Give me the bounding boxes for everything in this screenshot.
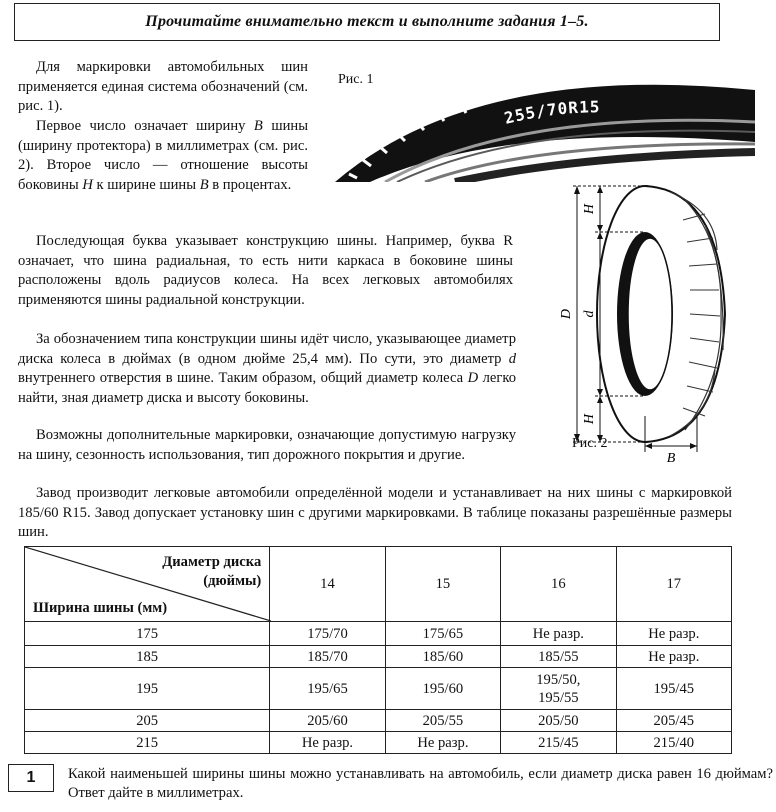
paragraph-factory: Завод производит легковые автомобили определённой модели и устанавливает на них шины с маркировкой 185/60 R15. Завод допускает установку шин с другими маркировками. В таблице показаны разрешённые размеры шин. [18, 485, 732, 541]
table-cell: 195/45 [616, 668, 731, 710]
table-row [25, 668, 732, 710]
row-header: 205 [25, 710, 270, 732]
paragraph-construction-letter: Последующая буква указывает конструкцию шины. Например, буква R означает, что шина радиальная, то есть нити каркаса в боковине шины расположены вдоль радиусов колеса. На всех легковых автомобилях применяются шины радиальной конструкции. [18, 233, 513, 308]
label-D: D [559, 308, 574, 320]
row-header: 215 [25, 732, 270, 754]
figure-2-label: Рис. 2 [572, 436, 608, 451]
tire-width-heading: Ширина шины (мм) [33, 600, 168, 616]
table-row [25, 732, 732, 754]
row-header: 175 [25, 622, 270, 646]
label-d: d [582, 310, 597, 318]
figure-1-label: Рис. 1 [338, 72, 374, 87]
table-cell: 185/60 [385, 646, 500, 668]
table-cell: 215/40 [616, 732, 731, 754]
table-cell: Не разр. [616, 622, 731, 646]
table-header-row [25, 547, 732, 622]
column-header: 17 [616, 547, 731, 622]
tire-dimensions-diagram [555, 180, 745, 465]
column-header: 16 [501, 547, 616, 622]
task-number-box [8, 764, 54, 792]
table-row [25, 710, 732, 732]
table-cell: Не разр. [501, 622, 616, 646]
column-header: 15 [385, 547, 500, 622]
tire-marking-text: 255/70R15 [502, 97, 601, 128]
tire-marking-illustration [335, 82, 755, 182]
task-question: Какой наименьшей ширины шины можно устанавливать на автомобиль, если диаметр диска равен 16 дюймам? Ответ дайте в миллиметрах. [68, 766, 773, 801]
table-cell: 195/65 [270, 668, 385, 710]
table-cell: 205/55 [385, 710, 500, 732]
instructions-text: Прочитайте внимательно текст и выполните задания 1–5. [145, 13, 589, 30]
instructions-header [14, 3, 720, 41]
table-cell: 185/70 [270, 646, 385, 668]
task-number: 1 [26, 769, 36, 786]
table-cell: 175/70 [270, 622, 385, 646]
rim-diameter-heading: Диаметр диска (дюймы) [162, 554, 262, 589]
paragraph-additional-markings: Возможны дополнительные маркировки, означающие допустимую нагрузку на шину, сезонность использования, тип дорожного покрытия и другие. [18, 427, 516, 463]
table-cell: 205/60 [270, 710, 385, 732]
paragraph-width-ratio: Первое число означает ширину B шины (ширину протектора) в миллиметрах (см. рис. 2). Второе число — отношение высоты боковины H к ширине шины B в процентах. [18, 118, 308, 193]
label-H-top: H [582, 203, 597, 215]
table-cell: 205/45 [616, 710, 731, 732]
table-cell: Не разр. [616, 646, 731, 668]
table-row [25, 622, 732, 646]
table-row [25, 646, 732, 668]
table-cell: 185/55 [501, 646, 616, 668]
paragraph-marking-system: Для маркировки автомобильных шин применяется единая система обозначений (см. рис. 1). [18, 59, 308, 115]
table-cell: 195/50, 195/55 [501, 668, 616, 710]
row-header: 185 [25, 646, 270, 668]
table-corner-cell [25, 547, 270, 622]
table-cell: Не разр. [270, 732, 385, 754]
label-H-bottom: H [582, 413, 597, 425]
column-header: 14 [270, 547, 385, 622]
table-cell: 215/45 [501, 732, 616, 754]
table-cell: Не разр. [385, 732, 500, 754]
label-B: B [666, 451, 676, 465]
paragraph-rim-diameter: За обозначением типа конструкции шины идёт число, указывающее диаметр диска колеса в дюймах (в одном дюйме 25,4 мм). По сути, это диаметр d внутреннего отверстия в шине. Таким образом, общий диаметр колеса D легко найти, зная диаметр диска и высоту боковины. [18, 331, 516, 406]
table-cell: 195/60 [385, 668, 500, 710]
table-cell: 175/65 [385, 622, 500, 646]
row-header: 195 [25, 668, 270, 710]
table-cell: 205/50 [501, 710, 616, 732]
allowed-sizes-table [24, 546, 732, 754]
